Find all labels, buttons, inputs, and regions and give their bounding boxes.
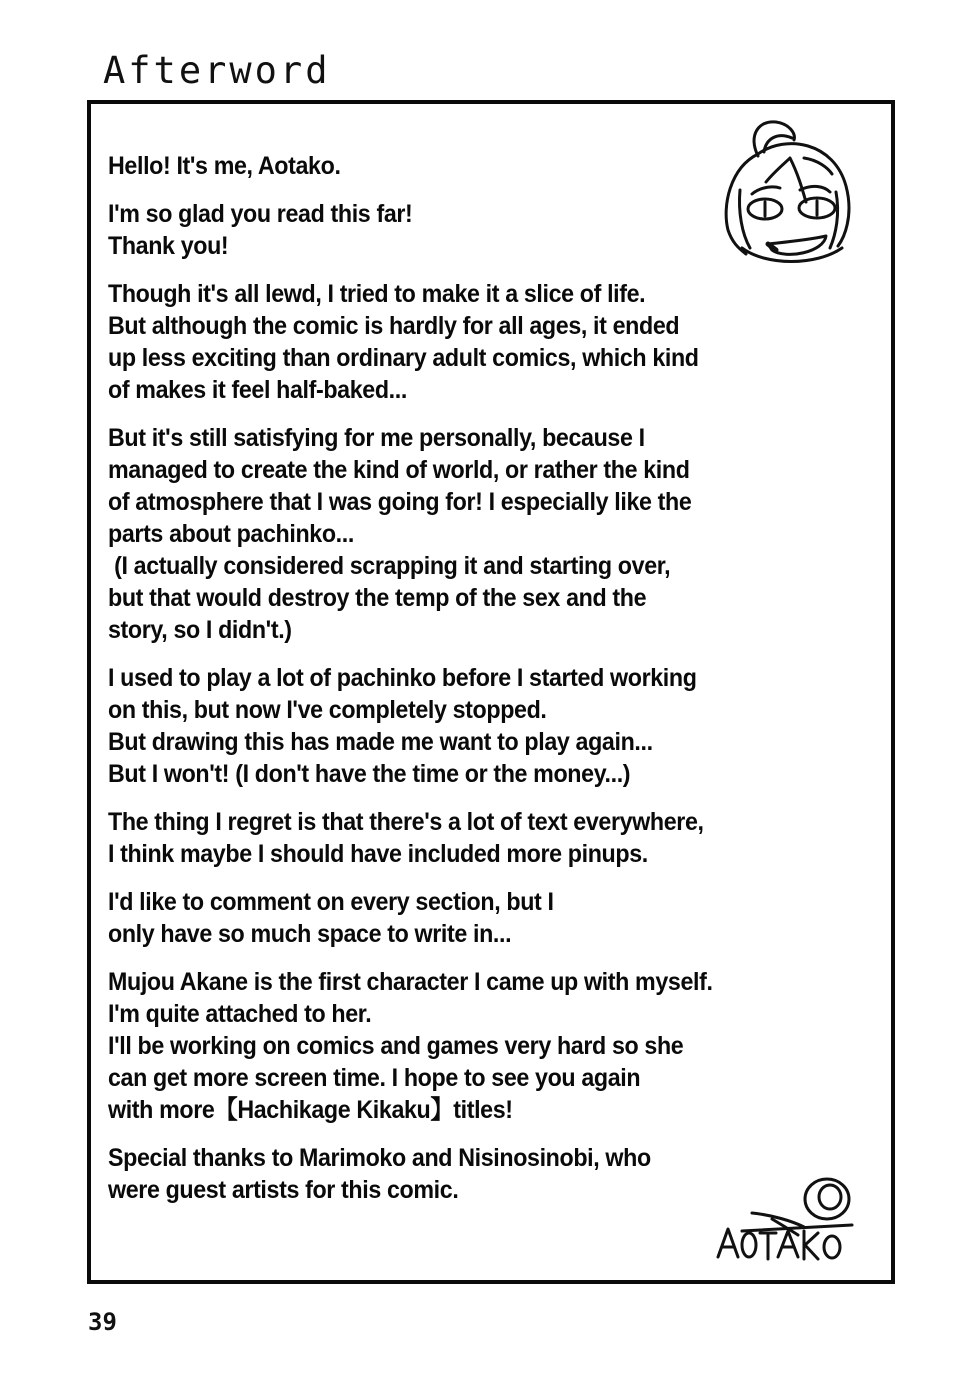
paragraph-satisfying <box>108 422 815 646</box>
text-line: parts about pachinko... <box>108 520 354 548</box>
text-line: but that would destroy the temp of the sex and the <box>108 584 647 612</box>
text-line: up less exciting than ordinary adult comics, which kind <box>108 344 699 372</box>
paragraph-thanks <box>108 198 815 262</box>
paragraph-comment <box>108 886 815 950</box>
text-line: were guest artists for this comic. <box>108 1176 459 1204</box>
text-line: I think maybe I should have included more pinups. <box>108 840 648 868</box>
text-line: I used to play a lot of pachinko before I started working <box>108 664 697 692</box>
page-title: Afterword <box>103 49 331 92</box>
text-line: I'm quite attached to her. <box>108 1000 372 1028</box>
text-line: story, so I didn't.) <box>108 616 292 644</box>
text-line: Mujou Akane is the first character I came up with myself. <box>108 968 713 996</box>
text-line: of makes it feel half-baked... <box>108 376 407 404</box>
text-line: But drawing this has made me want to play again... <box>108 728 653 756</box>
text-line: I'm so glad you read this far! <box>108 200 413 228</box>
text-line: But it's still satisfying for me personally, because I <box>108 424 645 452</box>
page-number: 39 <box>88 1308 117 1336</box>
text-line: I'd like to comment on every section, but I <box>108 888 554 916</box>
text-line: of atmosphere that I was going for! I especially like the <box>108 488 692 516</box>
text-line: I'll be working on comics and games very hard so she <box>108 1032 684 1060</box>
paragraph-slice-of-life <box>108 278 815 406</box>
text-line: managed to create the kind of world, or rather the kind <box>108 456 690 484</box>
text-line: Hello! It's me, Aotako. <box>108 152 341 180</box>
text-line: Special thanks to Marimoko and Nisinosinobi, who <box>108 1144 651 1172</box>
text-line: (I actually considered scrapping it and starting over, <box>108 552 671 580</box>
text-line: But although the comic is hardly for all ages, it ended <box>108 312 680 340</box>
paragraph-regret <box>108 806 815 870</box>
text-line: on this, but now I've completely stopped. <box>108 696 547 724</box>
paragraph-special-thanks <box>108 1142 815 1206</box>
paragraph-greeting <box>108 150 815 182</box>
author-avatar-icon <box>716 116 858 268</box>
aotako-signature-icon <box>712 1175 862 1265</box>
text-line: can get more screen time. I hope to see you again <box>108 1064 641 1092</box>
paragraph-pachinko <box>108 662 815 790</box>
paragraph-character <box>108 966 815 1126</box>
text-line: But I won't! (I don't have the time or the money...) <box>108 760 631 788</box>
text-line: Though it's all lewd, I tried to make it a slice of life. <box>108 280 646 308</box>
text-line: Thank you! <box>108 232 229 260</box>
text-line: The thing I regret is that there's a lot of text everywhere, <box>108 808 704 836</box>
text-line: only have so much space to write in... <box>108 920 512 948</box>
text-line: with more【Hachikage Kikaku】titles! <box>108 1096 513 1124</box>
afterword-body <box>108 150 815 1222</box>
